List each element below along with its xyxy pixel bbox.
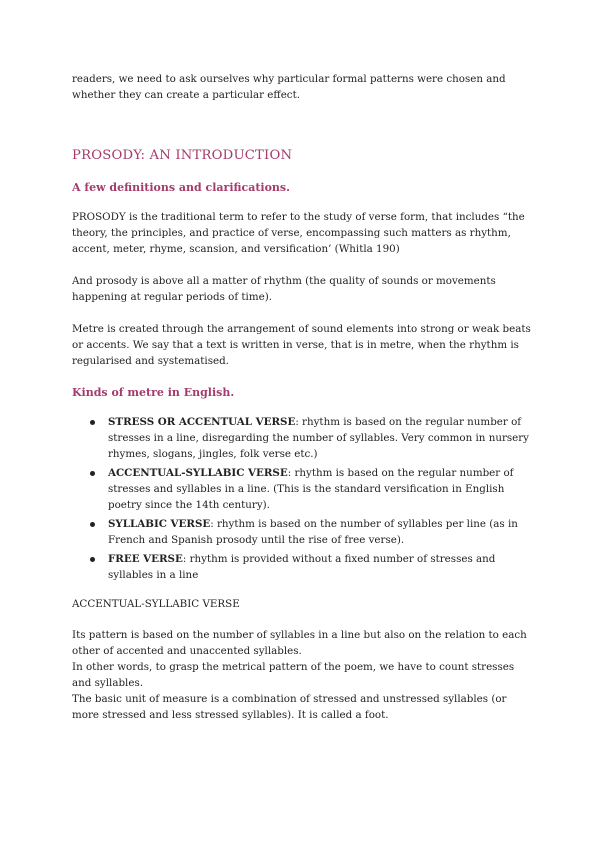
list-item-term: STRESS OR ACCENTUAL VERSE — [108, 416, 296, 428]
document-body — [72, 71, 532, 723]
list-item-term: SYLLABIC VERSE — [108, 518, 211, 530]
list-item — [72, 414, 532, 462]
list-item-text: : rhythm is provided without a fixed number of stresses and syllables in a line — [108, 553, 496, 581]
list-item-text: : rhythm is based on the number of syllables per line (as in French and Spanish prosody until the rise of free verse). — [108, 518, 518, 546]
closing-line: The basic unit of measure is a combination of stressed and unstressed syllables (or more stressed and less stressed syllables). It is called a foot. — [72, 693, 507, 721]
list-item-term: FREE VERSE — [108, 553, 183, 565]
closing-paragraph — [72, 627, 532, 723]
bullet-icon — [90, 557, 95, 562]
metre-kinds-list — [72, 414, 532, 583]
closing-line: In other words, to grasp the metrical pattern of the poem, we have to count stresses and syllables. — [72, 661, 515, 689]
list-item-text: : rhythm is based on the regular number of stresses and syllables in a line. (This is the standard versification in English poetry since the 14th century). — [108, 467, 514, 511]
intro-paragraph: readers, we need to ask ourselves why particular formal patterns were chosen and whether they can create a particular effect. — [72, 73, 506, 101]
metre-paragraph: Metre is created through the arrangement of sound elements into strong or weak beats or accents. We say that a text is written in verse, that is in metre, when the rhythm is regularised and systematised. — [72, 323, 531, 367]
list-item-term: ACCENTUAL-SYLLABIC VERSE — [108, 467, 288, 479]
accentual-syllabic-subheading: ACCENTUAL-SYLLABIC VERSE — [72, 598, 240, 610]
list-item — [72, 551, 532, 583]
closing-line: Its pattern is based on the number of syllables in a line but also on the relation to each other of accented and unaccented syllables. — [72, 629, 527, 657]
list-item-text: : rhythm is based on the regular number of stresses in a line, disregarding the number of syllables. Very common in nursery rhymes, slogans, jingles, folk verse etc.) — [108, 416, 530, 460]
kinds-of-metre-title: Kinds of metre in English. — [72, 386, 235, 399]
bullet-icon — [90, 522, 95, 527]
list-item — [72, 465, 532, 513]
prosody-definition: PROSODY is the traditional term to refer to the study of verse form, that includes “the theory, the principles, and practice of verse, encompassing such matters as rhythm, accent, meter, rhyme, scansion, and versification’ (Whitla 190) — [72, 211, 525, 255]
rhythm-paragraph: And prosody is above all a matter of rhythm (the quality of sounds or movements happening at regular periods of time). — [72, 275, 496, 303]
list-item — [72, 516, 532, 548]
definitions-title: A few definitions and clarifications. — [72, 181, 290, 194]
bullet-icon — [90, 420, 95, 425]
section-heading: PROSODY: AN INTRODUCTION — [72, 148, 293, 163]
bullet-icon — [90, 471, 95, 476]
